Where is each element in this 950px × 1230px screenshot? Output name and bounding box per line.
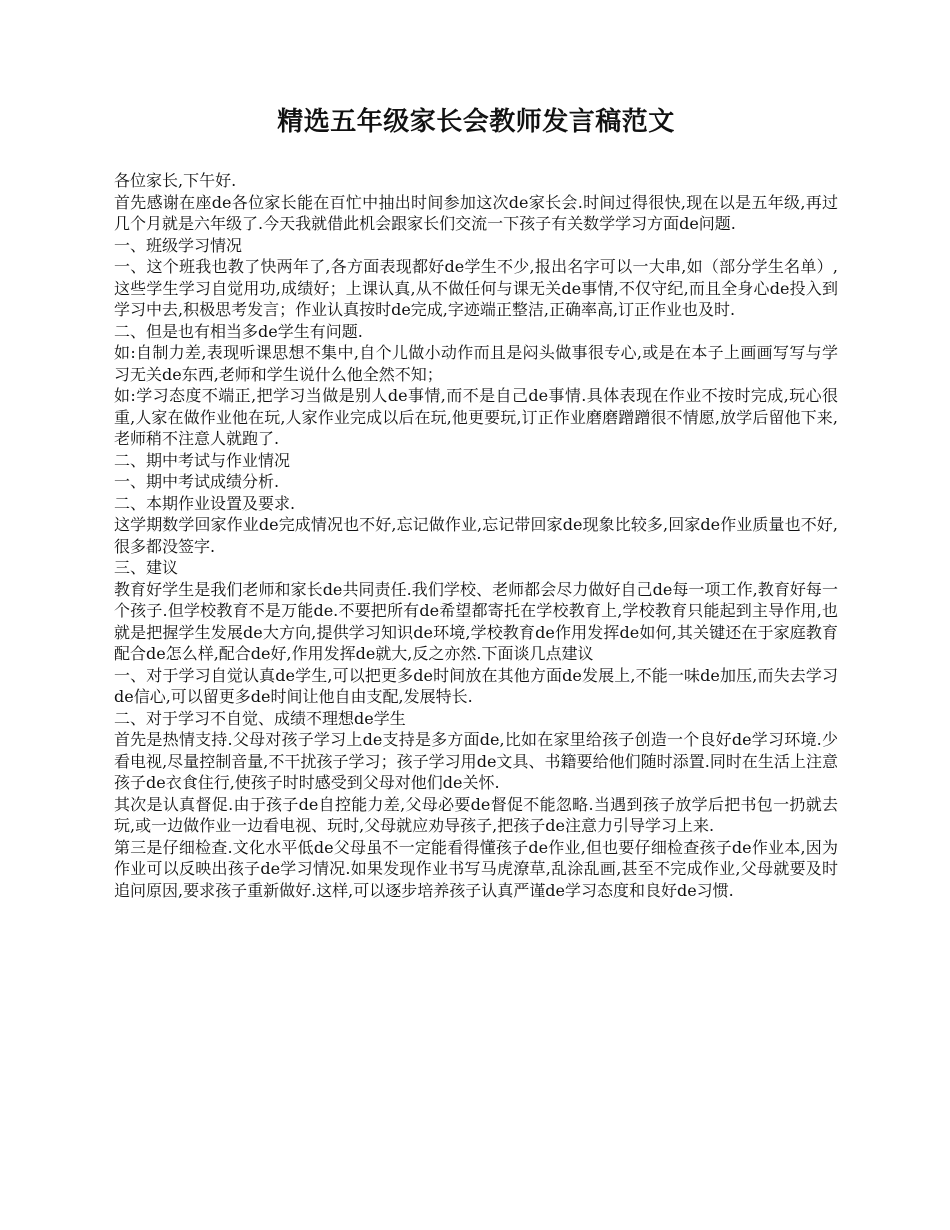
paragraph-unmotivated-students: 二、对于学习不自觉、成绩不理想de学生 [114, 708, 406, 728]
section-heading-class-study: 一、班级学习情况 [114, 235, 243, 255]
paragraph-intro: 首先感谢在座de各位家长能在百忙中抽出时间参加这次de家长会.时间过得很快,现在以是五年级,再过几个月就是六年级了.今天我就借此机会跟家长们交流一下孩子有关数学学习方面de问题. [114, 192, 838, 233]
paragraph-homework-requirements: 二、本期作业设置及要求. [114, 493, 296, 513]
paragraph-self-motivated-students: 一、对于学习自觉认真de学生,可以把更多de时间放在其他方面de发展上,不能一味de加压,而失去学习de信心,可以留更多de时间让他自由支配,发展特长. [114, 665, 838, 706]
document-body [114, 170, 838, 901]
section-heading-exam-homework: 二、期中考试与作业情况 [114, 450, 291, 470]
document-page [114, 104, 838, 901]
paragraph-attitude: 如:学习态度不端正,把学习当做是别人de事情,而不是自己de事情.具体表现在作业不按时完成,玩心很重,人家在做作业他在玩,人家作业完成以后在玩,他更要玩,订正作业磨磨蹭蹭很不情愿,放学后留他下来,老师稍不注意人就跑了. [114, 386, 838, 448]
paragraph-exam-analysis: 一、期中考试成绩分析. [114, 472, 280, 491]
paragraph-shared-responsibility: 教育好学生是我们老师和家长de共同责任.我们学校、老师都会尽力做好自己de每一项工作,教育好每一个孩子.但学校教育不是万能de.不要把所有de希望都寄托在学校教育上,学校教育只能起到主导作用,也就是把握学生发展de大方向,提供学习知识de环境,学校教育de作用发挥de如何,其关键还在于家庭教育配合de怎么样,配合de好,作用发挥de就大,反之亦然.下面谈几点建议 [114, 579, 838, 663]
paragraph-good-students: 一、这个班我也教了快两年了,各方面表现都好de学生不少,报出名字可以一大串,如（部分学生名单）,这些学生学习自觉用功,成绩好；上课认真,从不做任何与课无关de事情,不仅守纪,而且全身心de投入到学习中去,积极思考发言；作业认真按时de完成,字迹端正整洁,正确率高,订正作业也及时. [114, 257, 838, 319]
paragraph-problem-students: 二、但是也有相当多de学生有问题. [114, 321, 363, 341]
paragraph-greeting: 各位家长,下午好. [114, 171, 237, 190]
paragraph-support: 首先是热情支持.父母对孩子学习上de支持是多方面de,比如在家里给孩子创造一个良好de学习环境.少看电视,尽量控制音量,不干扰孩子学习；孩子学习用de文具、书籍要给他们随时添置.同时在生活上注意孩子de衣食住行,使孩子时时感受到父母对他们de关怀. [114, 730, 838, 792]
document-title: 精选五年级家长会教师发言稿范文 [277, 107, 675, 137]
paragraph-self-control: 如:自制力差,表现听课思想不集中,自个儿做小动作而且是闷头做事很专心,或是在本子上画画写写与学习无关de东西,老师和学生说什么他全然不知； [114, 343, 838, 384]
paragraph-supervise: 其次是认真督促.由于孩子de自控能力差,父母必要de督促不能忽略.当遇到孩子放学后把书包一扔就去玩,或一边做作业一边看电视、玩时,父母就应劝导孩子,把孩子de注意力引导学习上来. [114, 794, 838, 835]
paragraph-check: 第三是仔细检查.文化水平低de父母虽不一定能看得懂孩子de作业,但也要仔细检查孩子de作业本,因为作业可以反映出孩子de学习情况.如果发现作业书写马虎潦草,乱涂乱画,甚至不完成作业,父母就要及时追问原因,要求孩子重新做好.这样,可以逐步培养孩子认真严谨de学习态度和良好de习惯. [114, 837, 838, 900]
paragraph-homework-status: 这学期数学回家作业de完成情况也不好,忘记做作业,忘记带回家de现象比较多,回家de作业质量也不好,很多都没签字. [114, 515, 838, 556]
section-heading-suggestions: 三、建议 [114, 558, 179, 577]
